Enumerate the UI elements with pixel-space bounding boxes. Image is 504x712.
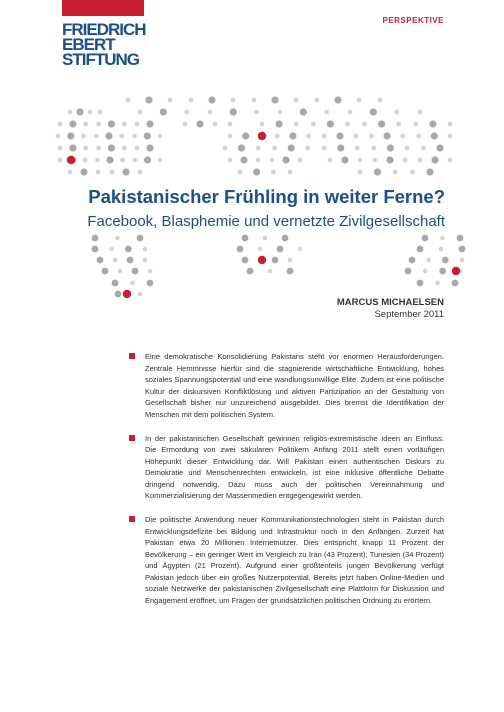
map-dot — [228, 134, 233, 139]
red-accent-dot — [258, 132, 266, 140]
map-dot — [373, 158, 378, 163]
map-dot — [452, 280, 459, 287]
map-dot — [442, 257, 449, 264]
page-title: Pakistanischer Frühling in weiter Ferne? — [88, 186, 445, 207]
map-dot — [106, 156, 113, 163]
map-dot — [401, 134, 406, 139]
map-dot — [439, 247, 444, 252]
map-dot — [105, 132, 112, 139]
map-dot — [417, 246, 424, 253]
logo-red-bar — [62, 0, 144, 16]
map-dot — [242, 235, 249, 242]
map-dot — [459, 246, 466, 253]
map-dot — [370, 108, 377, 115]
map-dot — [118, 269, 123, 274]
map-dot — [259, 134, 264, 139]
map-dot — [426, 258, 431, 263]
map-dot — [275, 134, 280, 139]
map-dot — [371, 146, 376, 151]
map-dot — [448, 158, 453, 163]
map-dot — [426, 168, 433, 175]
map-dot — [158, 134, 163, 139]
map-dot — [423, 269, 428, 274]
bullet-item — [128, 351, 444, 420]
map-dot — [403, 158, 408, 163]
map-dot — [158, 158, 163, 163]
bullet-text: In der pakistanischen Gesellschaft gewinnen religiös-extremistische Ideen an Einfluss. Die Ermordung von zwei säkularen Politikern Anfang 2011 stellt einen vorläufigen Höhepunkt dieser Entwicklung dar. Will Pakistan einen authentischen Diskurs zu Demokratie und Menschenrechten entwickeln, ist eine inklusive öffentliche Debatte dringend notwendig. Dazu muss auch der politischen Vereinnahmung und Kommerzialisierung der Massenmedien entgegengewirkt werden. — [145, 433, 444, 500]
map-dot — [115, 291, 122, 298]
map-dot — [322, 146, 327, 151]
map-dot — [138, 170, 143, 175]
red-square-bullet-icon — [129, 435, 135, 441]
map-dot — [96, 146, 101, 151]
map-dot — [80, 168, 87, 175]
red-accent-dot — [452, 267, 460, 275]
map-dot — [132, 134, 137, 139]
map-dot — [440, 236, 445, 241]
map-dot — [81, 134, 86, 139]
map-dot — [358, 158, 363, 163]
map-dot — [238, 170, 243, 175]
map-dot — [288, 170, 293, 175]
map-dot — [271, 170, 276, 175]
map-dot — [409, 257, 416, 264]
map-dot — [145, 96, 152, 103]
map-dot — [68, 110, 73, 115]
map-dot — [144, 156, 151, 163]
map-dot — [405, 146, 410, 151]
map-dot — [143, 247, 148, 252]
map-dot — [184, 110, 189, 115]
map-dot — [306, 134, 311, 139]
map-dot — [189, 98, 194, 103]
map-dot — [208, 96, 215, 103]
bullet-item — [128, 514, 444, 606]
map-dot — [260, 122, 265, 127]
map-dot — [68, 170, 73, 175]
map-dot — [300, 108, 307, 115]
map-dot — [348, 110, 353, 115]
map-dot — [355, 146, 360, 151]
map-dot — [416, 134, 421, 139]
map-dot — [83, 146, 88, 151]
bullet-text: Die politische Anwendung neuer Kommunikationstechnologien steht in Pakistan durch Entwicklungsdefizite bei Bildung und Infrastruktur noch in den Anfängen. Zurzeit hat Pakistan etwa 20 Millionen Internetnutzer. Dies entspricht knapp 11 Prozent der Bevölkerung – ein geringer Wert im Vergleich zu Iran (43 Prozent), Tunesien (34 Prozent) und Ägypten (21 Prozent). Aufgrund einer größtenteils jungen Bevölkerung verfügt Pakistan jedoch über ein großes Nutzerpotential. Bereits jetzt haben Online-Medien und soziale Netzwerke der pakistanischen Zivilgesellschaft eine Plattform für Diskussion und Engagement eröffnet, um Fragen der grundsätzlichen politischen Ordnung zu erörtern. — [145, 515, 444, 605]
map-dot — [92, 235, 99, 242]
map-dot — [92, 246, 99, 253]
map-dot — [345, 122, 350, 127]
map-dot — [457, 235, 464, 242]
map-dot — [353, 134, 358, 139]
map-dot — [458, 269, 463, 274]
map-dot — [413, 122, 418, 127]
map-dot — [126, 98, 131, 103]
map-dot — [67, 132, 74, 139]
map-dot — [362, 122, 367, 127]
map-dot — [282, 235, 289, 242]
map-dot — [240, 156, 247, 163]
map-dot — [328, 158, 333, 163]
map-dot — [294, 122, 299, 127]
map-dot — [58, 158, 63, 163]
map-dot — [56, 134, 61, 139]
map-dot — [58, 146, 63, 151]
map-dot — [289, 132, 296, 139]
author-name: MARCUS MICHAELSEN — [336, 297, 444, 308]
map-dot — [448, 134, 453, 139]
publication-date: September 2011 — [374, 309, 444, 320]
map-dot — [108, 144, 115, 151]
map-dot — [384, 132, 391, 139]
map-dot — [386, 156, 393, 163]
map-dot — [410, 170, 415, 175]
map-dot — [135, 146, 140, 151]
map-dot — [405, 268, 412, 275]
map-dot — [58, 122, 63, 127]
map-dot — [256, 158, 261, 163]
map-dot — [122, 122, 127, 127]
map-dot — [387, 144, 394, 151]
map-dot — [324, 110, 329, 115]
summary-bullets — [128, 351, 444, 619]
map-dot — [237, 246, 244, 253]
map-dot — [127, 257, 134, 264]
map-dot — [96, 170, 101, 175]
map-dot — [119, 134, 124, 139]
map-dot — [431, 156, 438, 163]
map-dot — [271, 96, 278, 103]
map-dot — [138, 292, 143, 297]
map-dot — [133, 158, 138, 163]
map-dot — [122, 168, 129, 175]
map-dot — [253, 168, 260, 175]
map-dot — [132, 268, 139, 275]
map-dot — [97, 257, 104, 264]
map-dot — [431, 132, 438, 139]
map-dot — [327, 120, 334, 127]
map-dot — [254, 110, 259, 115]
map-dot — [242, 132, 249, 139]
map-dot — [228, 122, 233, 127]
map-dot — [305, 146, 310, 151]
map-dot — [146, 120, 153, 127]
map-dot — [436, 144, 443, 151]
map-dot — [76, 108, 83, 115]
red-square-bullet-icon — [129, 516, 135, 522]
map-dot — [96, 122, 101, 127]
section-label: PERSPEKTIVE — [382, 16, 444, 25]
map-dot — [108, 120, 115, 127]
map-dot — [95, 158, 100, 163]
map-dot — [247, 268, 254, 275]
map-dot — [83, 122, 88, 127]
map-dot — [429, 120, 436, 127]
map-dot — [341, 156, 348, 163]
map-dot — [394, 110, 399, 115]
map-dot — [113, 258, 118, 263]
map-dot — [122, 146, 127, 151]
map-dot — [146, 144, 153, 151]
map-dot — [130, 281, 135, 286]
map-dot — [277, 246, 284, 253]
map-dot — [263, 236, 268, 241]
map-dot — [69, 120, 76, 127]
map-dot — [268, 269, 273, 274]
map-dot — [311, 122, 316, 127]
map-dot — [112, 280, 119, 287]
map-dot — [228, 158, 233, 163]
map-dot — [94, 134, 99, 139]
bullet-text: Eine demokratische Konsolidierung Pakistans steht vor enormen Herausforderungen. Zentrale Hemmnisse hierfür sind die stagnierende wirtschaftliche Entwicklung, hohes soziales Spannungspotential und eine wandlungsunwillige Elite. Zudem ist eine politische Kultur der diskursiven Konfliktlösung und aktiven Partizipation an der Gestaltung von Gesellschaft bisher nur unzureichend ausgebildet. Dies bremst die Identifikation der Menschen mit dem politischen System. — [145, 352, 444, 419]
map-dot — [374, 168, 381, 175]
map-dot — [252, 98, 257, 103]
red-accent-dot — [67, 156, 75, 164]
map-dot — [358, 170, 363, 175]
map-dot — [98, 110, 103, 115]
map-dot — [125, 246, 132, 253]
logo-line-2: EBERT — [62, 35, 115, 54]
map-dot — [120, 158, 125, 163]
map-dot — [298, 247, 303, 252]
map-dot — [322, 134, 327, 139]
map-dot — [378, 98, 383, 103]
map-dot — [168, 98, 173, 103]
map-dot — [138, 110, 143, 115]
map-dot — [69, 156, 76, 163]
map-dot — [258, 258, 263, 263]
map-dot — [242, 257, 249, 264]
map-dot — [223, 146, 228, 151]
map-dot — [315, 98, 320, 103]
map-dot — [208, 110, 213, 115]
map-dot — [421, 146, 426, 151]
logo-wordmark — [62, 22, 144, 67]
map-dot — [258, 247, 263, 252]
map-dot — [357, 98, 362, 103]
map-dot — [230, 108, 237, 115]
map-dot — [213, 122, 218, 127]
map-dot — [196, 120, 203, 127]
map-dot — [238, 144, 245, 151]
map-dot — [417, 280, 424, 287]
page-subtitle: Facebook, Blasphemie und vernetzte Zivilgesellschaft — [87, 213, 445, 230]
logo-line-3: STIFTUNG — [62, 50, 139, 69]
map-dot — [418, 158, 423, 163]
map-dot — [270, 158, 275, 163]
map-dot — [287, 268, 294, 275]
map-dot — [396, 122, 401, 127]
map-dot — [418, 110, 423, 115]
map-dot — [137, 235, 144, 242]
map-dot — [336, 132, 343, 139]
map-dot — [183, 122, 188, 127]
map-dot — [288, 144, 295, 151]
map-dot — [143, 258, 148, 263]
map-dot — [148, 269, 153, 274]
map-dot — [231, 98, 236, 103]
map-dot — [334, 96, 341, 103]
red-accent-dot — [258, 256, 266, 264]
map-dot — [110, 170, 115, 175]
map-dot — [278, 110, 283, 115]
map-dot — [83, 158, 88, 163]
red-accent-dot — [123, 290, 131, 298]
map-dot — [460, 258, 465, 263]
map-dot — [422, 235, 429, 242]
map-dot — [369, 134, 374, 139]
map-dot — [109, 247, 114, 252]
map-dot — [69, 144, 76, 151]
map-dot — [147, 280, 154, 287]
map-dot — [115, 236, 120, 241]
map-dot — [272, 257, 279, 264]
map-dot — [88, 110, 93, 115]
map-dot — [435, 281, 440, 286]
map-dot — [272, 146, 277, 151]
fes-logo — [62, 0, 144, 67]
logo-line-1: FRIEDRICH — [62, 20, 146, 39]
map-dot — [288, 258, 293, 263]
map-dot — [256, 146, 261, 151]
red-square-bullet-icon — [129, 353, 135, 359]
map-dot — [102, 268, 109, 275]
map-dot — [448, 122, 453, 127]
map-dot — [276, 120, 283, 127]
map-dot — [439, 268, 446, 275]
map-dot — [160, 108, 167, 115]
map-dot — [378, 120, 385, 127]
map-dot — [135, 122, 140, 127]
map-dot — [144, 132, 151, 139]
map-dot — [282, 156, 289, 163]
map-dot — [298, 158, 303, 163]
map-dot — [294, 98, 299, 103]
map-dot — [337, 144, 344, 151]
map-dot — [393, 170, 398, 175]
bullet-item — [128, 433, 444, 502]
